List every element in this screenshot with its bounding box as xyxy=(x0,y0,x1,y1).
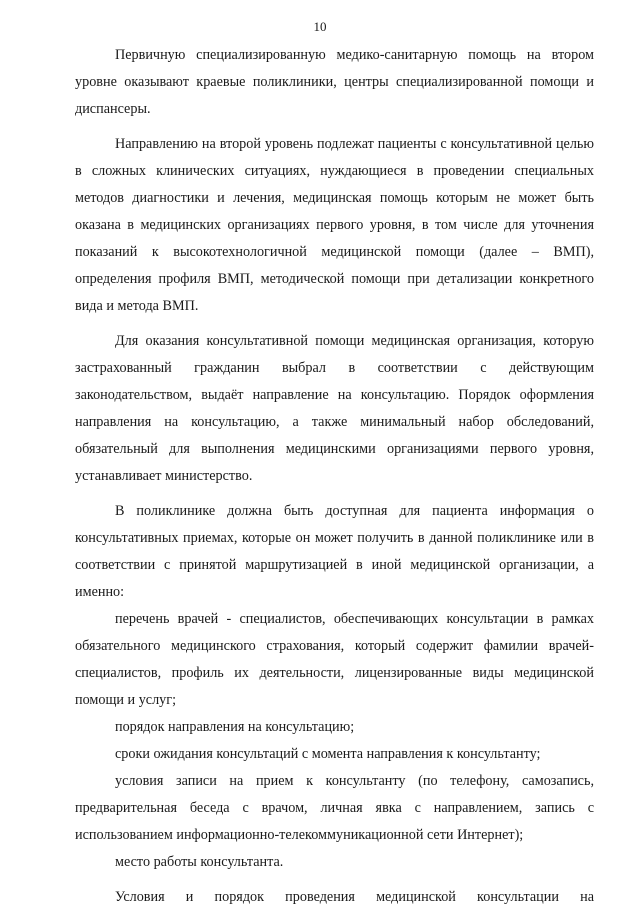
paragraph-clinic-information: В поликлинике должна быть доступная для пациента информация о консультативных приемах, которые он может получить в данной поликлинике или в соответствии с принятой маршрутизацией в иной медицинской организации, а именно: xyxy=(75,503,594,600)
paragraph-referral-criteria: Направлению на второй уровень подлежат пациенты с консультативной целью в сложных клинических ситуациях, нуждающиеся в проведении специальных методов диагностики и лечения, медицинская помощь которым не может быть оказана в медицинских организациях первого уровня, в том числе для уточнения показаний к высокотехнологичной медицинской помощи (далее – ВМП), определения профиля ВМП, методической помощи при детализации конкретного вида и метода ВМП. xyxy=(75,136,594,314)
list-item-waiting-times: сроки ожидания консультаций с момента направления к консультанту; xyxy=(115,746,541,762)
paragraph-second-level-care: Первичную специализированную медико-санитарную помощь на втором уровне оказывают краевые поликлиники, центры специализированной помощи и диспансеры. xyxy=(75,47,594,117)
list-item-specialists: перечень врачей - специалистов, обеспечивающих консультации в рамках обязательного медицинского страхования, который содержит фамилии врачей-специалистов, профиль их деятельности, лицензированные виды медицинской помощи и услуг; xyxy=(75,611,594,708)
page-number: 10 xyxy=(313,19,327,34)
list-item-consultant-location: место работы консультанта. xyxy=(115,854,284,870)
paragraph-consultation-referral: Для оказания консультативной помощи медицинская организация, которую застрахованный гражданин выбрал в соответствии с действующим законодательством, выдаёт направление на консультацию. Порядок оформления направления на консультацию, а также минимальный набор обследований, обязательный для выполнения медицинскими организациями первого уровня, устанавливает министерство. xyxy=(75,333,594,484)
list-item-referral-procedure: порядок направления на консультацию; xyxy=(115,719,355,735)
document-body xyxy=(75,42,594,911)
paragraph-consultation-conditions: Условия и порядок проведения медицинской консультации на xyxy=(115,889,594,905)
list-item-appointment-conditions: условия записи на прием к консультанту (по телефону, самозапись, предварительная беседа с врачом, личная явка с направлением, запись с использованием информационно-телекоммуникационной сети Интернет); xyxy=(75,773,594,843)
